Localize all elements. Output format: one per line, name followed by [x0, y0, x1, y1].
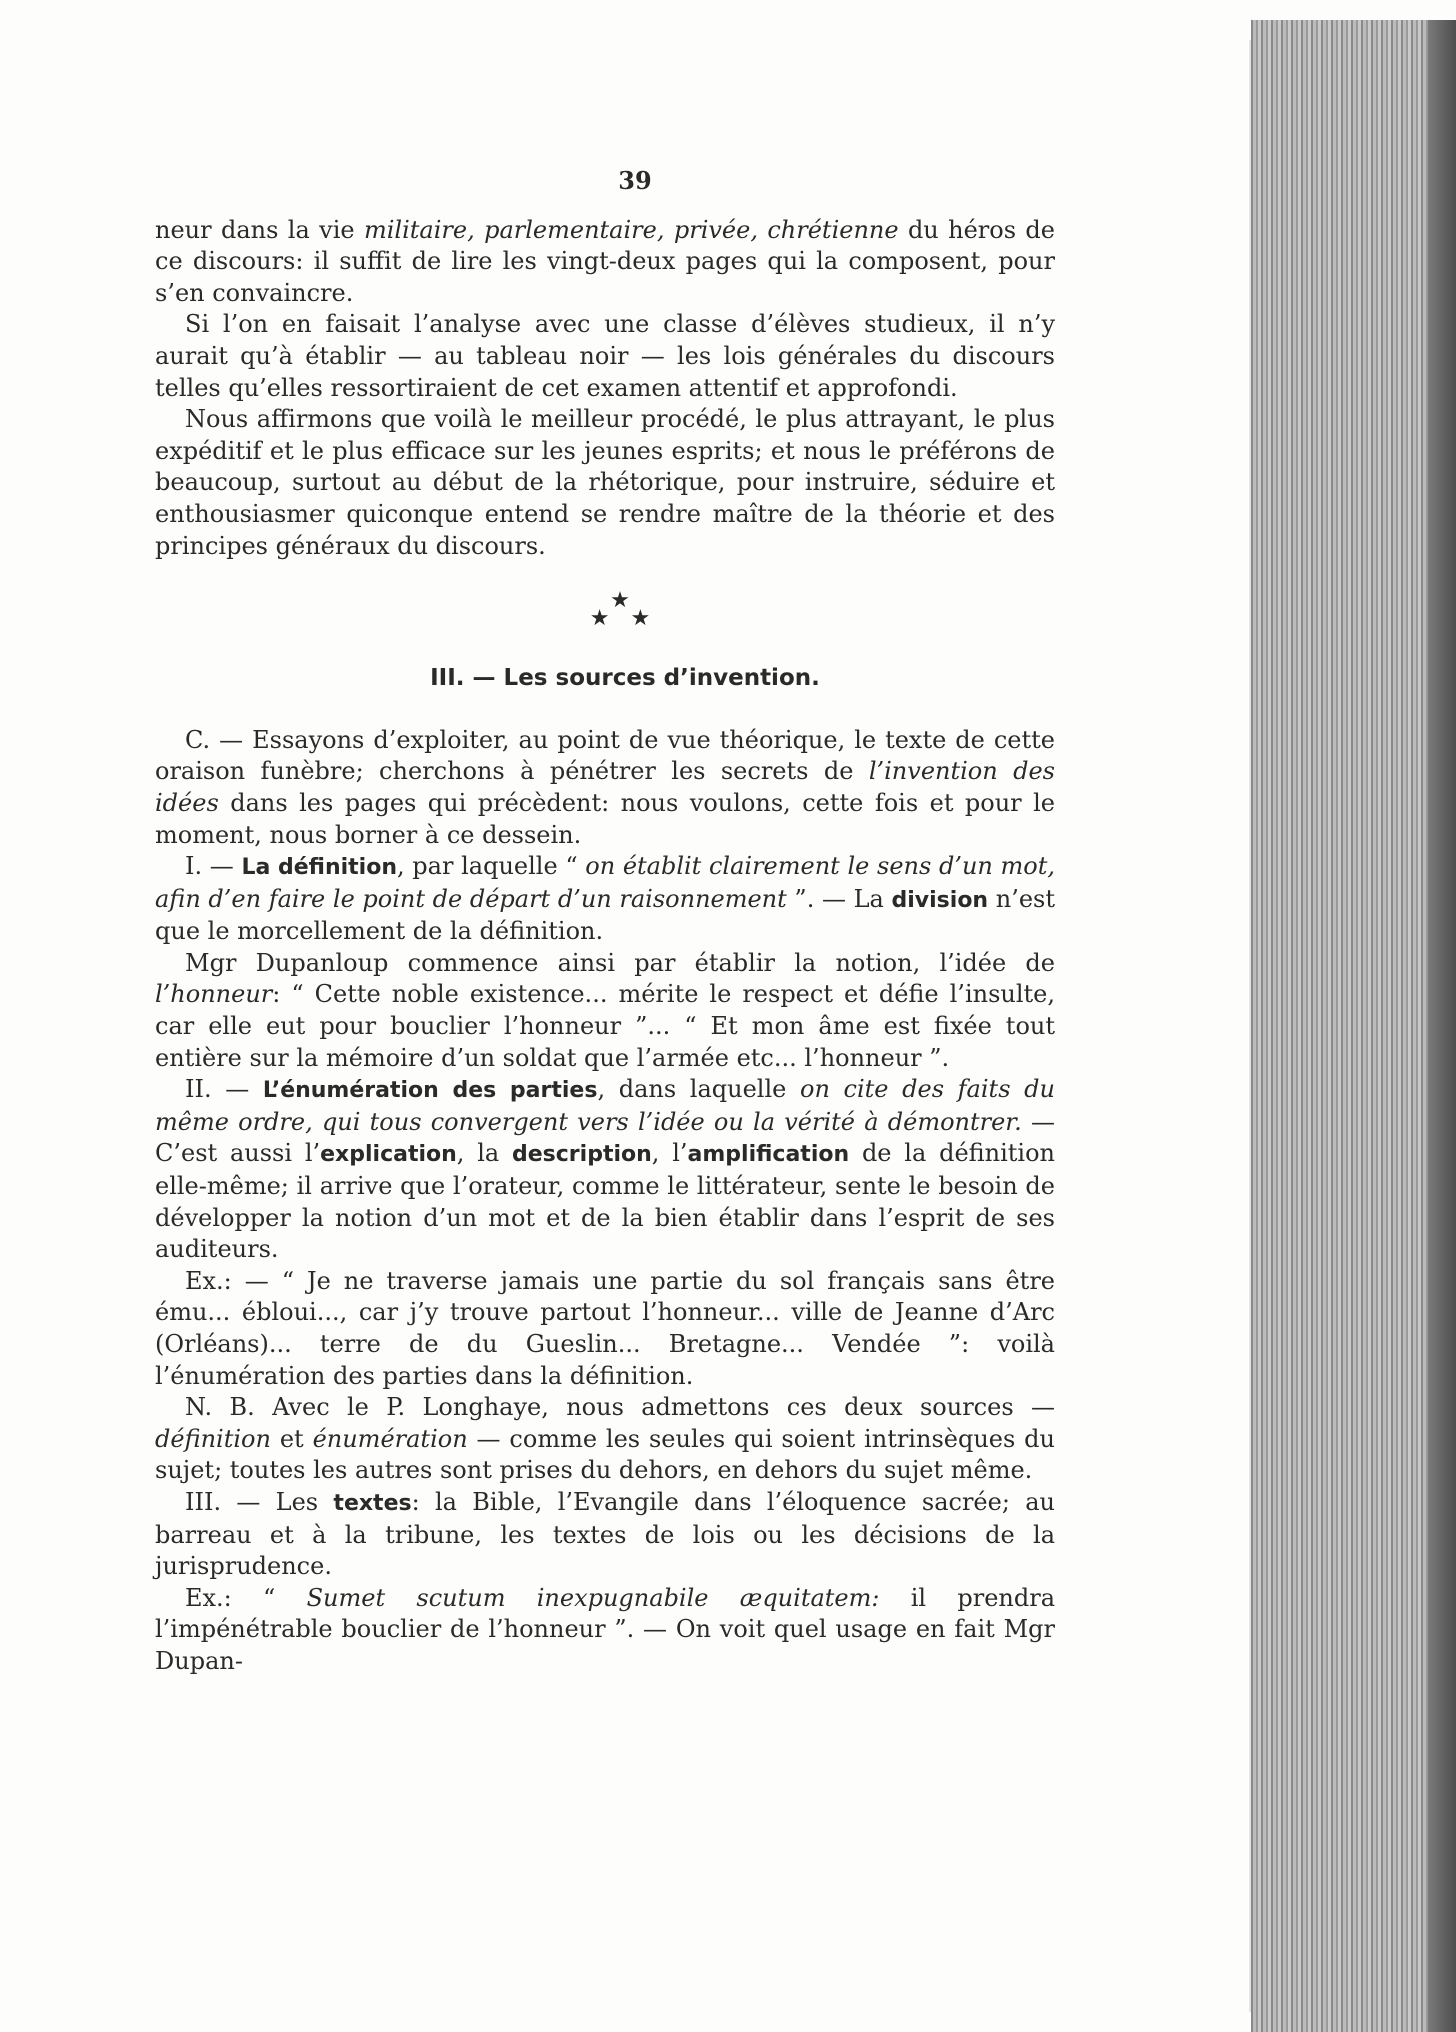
italic-run: l’honneur [155, 980, 273, 1009]
bold-run: description [512, 1142, 652, 1168]
text-run: III. — Les [185, 1487, 334, 1516]
section-heading: III. — Les sources d’invention. [430, 665, 820, 692]
text-run: neur dans la vie [155, 215, 364, 244]
bold-run: amplification [687, 1142, 850, 1168]
bold-run: La définition [241, 855, 398, 881]
paragraph-9 [155, 1392, 1055, 1487]
paragraph-5 [155, 851, 1055, 948]
paragraph-3: Nous affirmons que voilà le meilleur procédé, le plus attrayant, le plus expéditif et le plus efficace sur les jeunes esprits; et nous le préférons de beaucoup, surtout au début de la rhétorique, pour instruire, séduire et enthousiasmer quiconque entend se rendre maître de la théorie et des principes généraux du discours. [155, 405, 1055, 560]
text-run: , par laquelle “ [397, 852, 586, 881]
page-number: 39 [618, 166, 652, 195]
text-run: , l’ [651, 1139, 688, 1168]
text-run: : la Bible, l’Evangile dans l’éloquence sacrée; au barreau et à la tribune, les textes de lois ou les décisions de la jurisprudence. [155, 1487, 1055, 1581]
italic-run: Sumet scutum inexpugnabile æquitatem: [306, 1583, 880, 1612]
paragraph-1 [155, 215, 1055, 310]
text-run: Ex.: “ [185, 1583, 307, 1612]
text-run: il prendra l’impénétrable bouclier de l’honneur ”. — On voit quel usage en fait Mgr Dupan- [155, 1583, 1056, 1675]
paragraph-2: Si l’on en faisait l’analyse avec une classe d’élèves studieux, il n’y aurait qu’à établir — au tableau noir — les lois générales du discours telles qu’elles ressortiraient de cet examen attentif et approfondi. [155, 310, 1055, 402]
text-run: de la définition elle-même; il arrive que l’orateur, comme le littérateur, sente le besoin de développer la notion d’un mot et de la bien établir dans l’esprit de ses auditeurs. [155, 1139, 1056, 1264]
paragraph-4 [155, 725, 1055, 851]
text-run: , dans laquelle [597, 1075, 800, 1104]
bold-run: L’énumération des parties [262, 1078, 598, 1104]
paragraph-10 [155, 1487, 1055, 1583]
text-run: du héros de ce discours: il suffit de lire les vingt-deux pages qui la composent, pour s’en convaincre. [155, 215, 1055, 307]
text-run: — comme les seules qui soient intrinsèques du sujet; toutes les autres sont prises du dehors, en dehors du sujet même. [155, 1424, 1056, 1485]
italic-run: on cite des faits du même ordre, qui tous convergent vers l’idée ou la vérité à démontrer. [155, 1075, 1055, 1136]
text-run: : “ Cette noble existence... mérite le respect et défie l’insulte, car elle eut pour bouclier l’honneur ”... “ Et mon âme est fixée tout entière sur la mémoire d’un soldat que l’armée etc... l’honneur ”. [155, 980, 1055, 1072]
paragraph-11 [155, 1583, 1055, 1678]
asterism-ornament: ★ ★ ★ [589, 588, 651, 632]
paragraph-8: Ex.: — “ Je ne traverse jamais une partie du sol français sans être ému... ébloui..., car j’y trouve partout l’honneur... ville de Jeanne d’Arc (Orléans)... terre de du Gueslin... Bretagne... Vendée ”: voilà l’énumération des parties dans la définition. [155, 1266, 1055, 1390]
text-run: n’est que le morcellement de la définition. [155, 884, 1055, 946]
page-body [155, 165, 1055, 1678]
text-run: — C’est aussi l’ [155, 1107, 1055, 1168]
italic-run: définition [155, 1424, 271, 1453]
bold-run: explication [320, 1142, 457, 1168]
paragraph-7 [155, 1074, 1055, 1266]
text-run: C. — Essayons d’exploiter, au point de vue théorique, le texte de cette oraison funèbre; cherchons à pénétrer les secrets de [155, 725, 1055, 786]
text-run: , la [456, 1139, 512, 1168]
text-run: N. B. Avec le P. Longhaye, nous admettons ces deux sources — [185, 1393, 1055, 1422]
text-run: et [270, 1424, 313, 1453]
book-page-edges [1251, 20, 1456, 2032]
bold-run: textes [333, 1490, 412, 1516]
paragraph-6 [155, 948, 1055, 1074]
italic-run: militaire, parlementaire, privée, chrétienne [364, 215, 899, 244]
bold-run: division [891, 887, 989, 913]
book-cover-edge [1428, 20, 1456, 2032]
text-run: dans les pages qui précèdent: nous voulons, cette fois et pour le moment, nous borner à ce dessein. [155, 788, 1055, 849]
italic-run: on établit clairement le sens d’un mot, afin d’en faire le point de départ d’un raisonnement [155, 852, 1056, 913]
italic-run: énumération [312, 1424, 468, 1453]
text-run: I. — [185, 852, 242, 881]
text-run: ”. — La [786, 884, 892, 913]
text-run: II. — [185, 1075, 263, 1104]
text-run: Mgr Dupanloup commence ainsi par établir la notion, l’idée de [185, 948, 1055, 977]
italic-run: l’invention des idées [155, 757, 1055, 817]
